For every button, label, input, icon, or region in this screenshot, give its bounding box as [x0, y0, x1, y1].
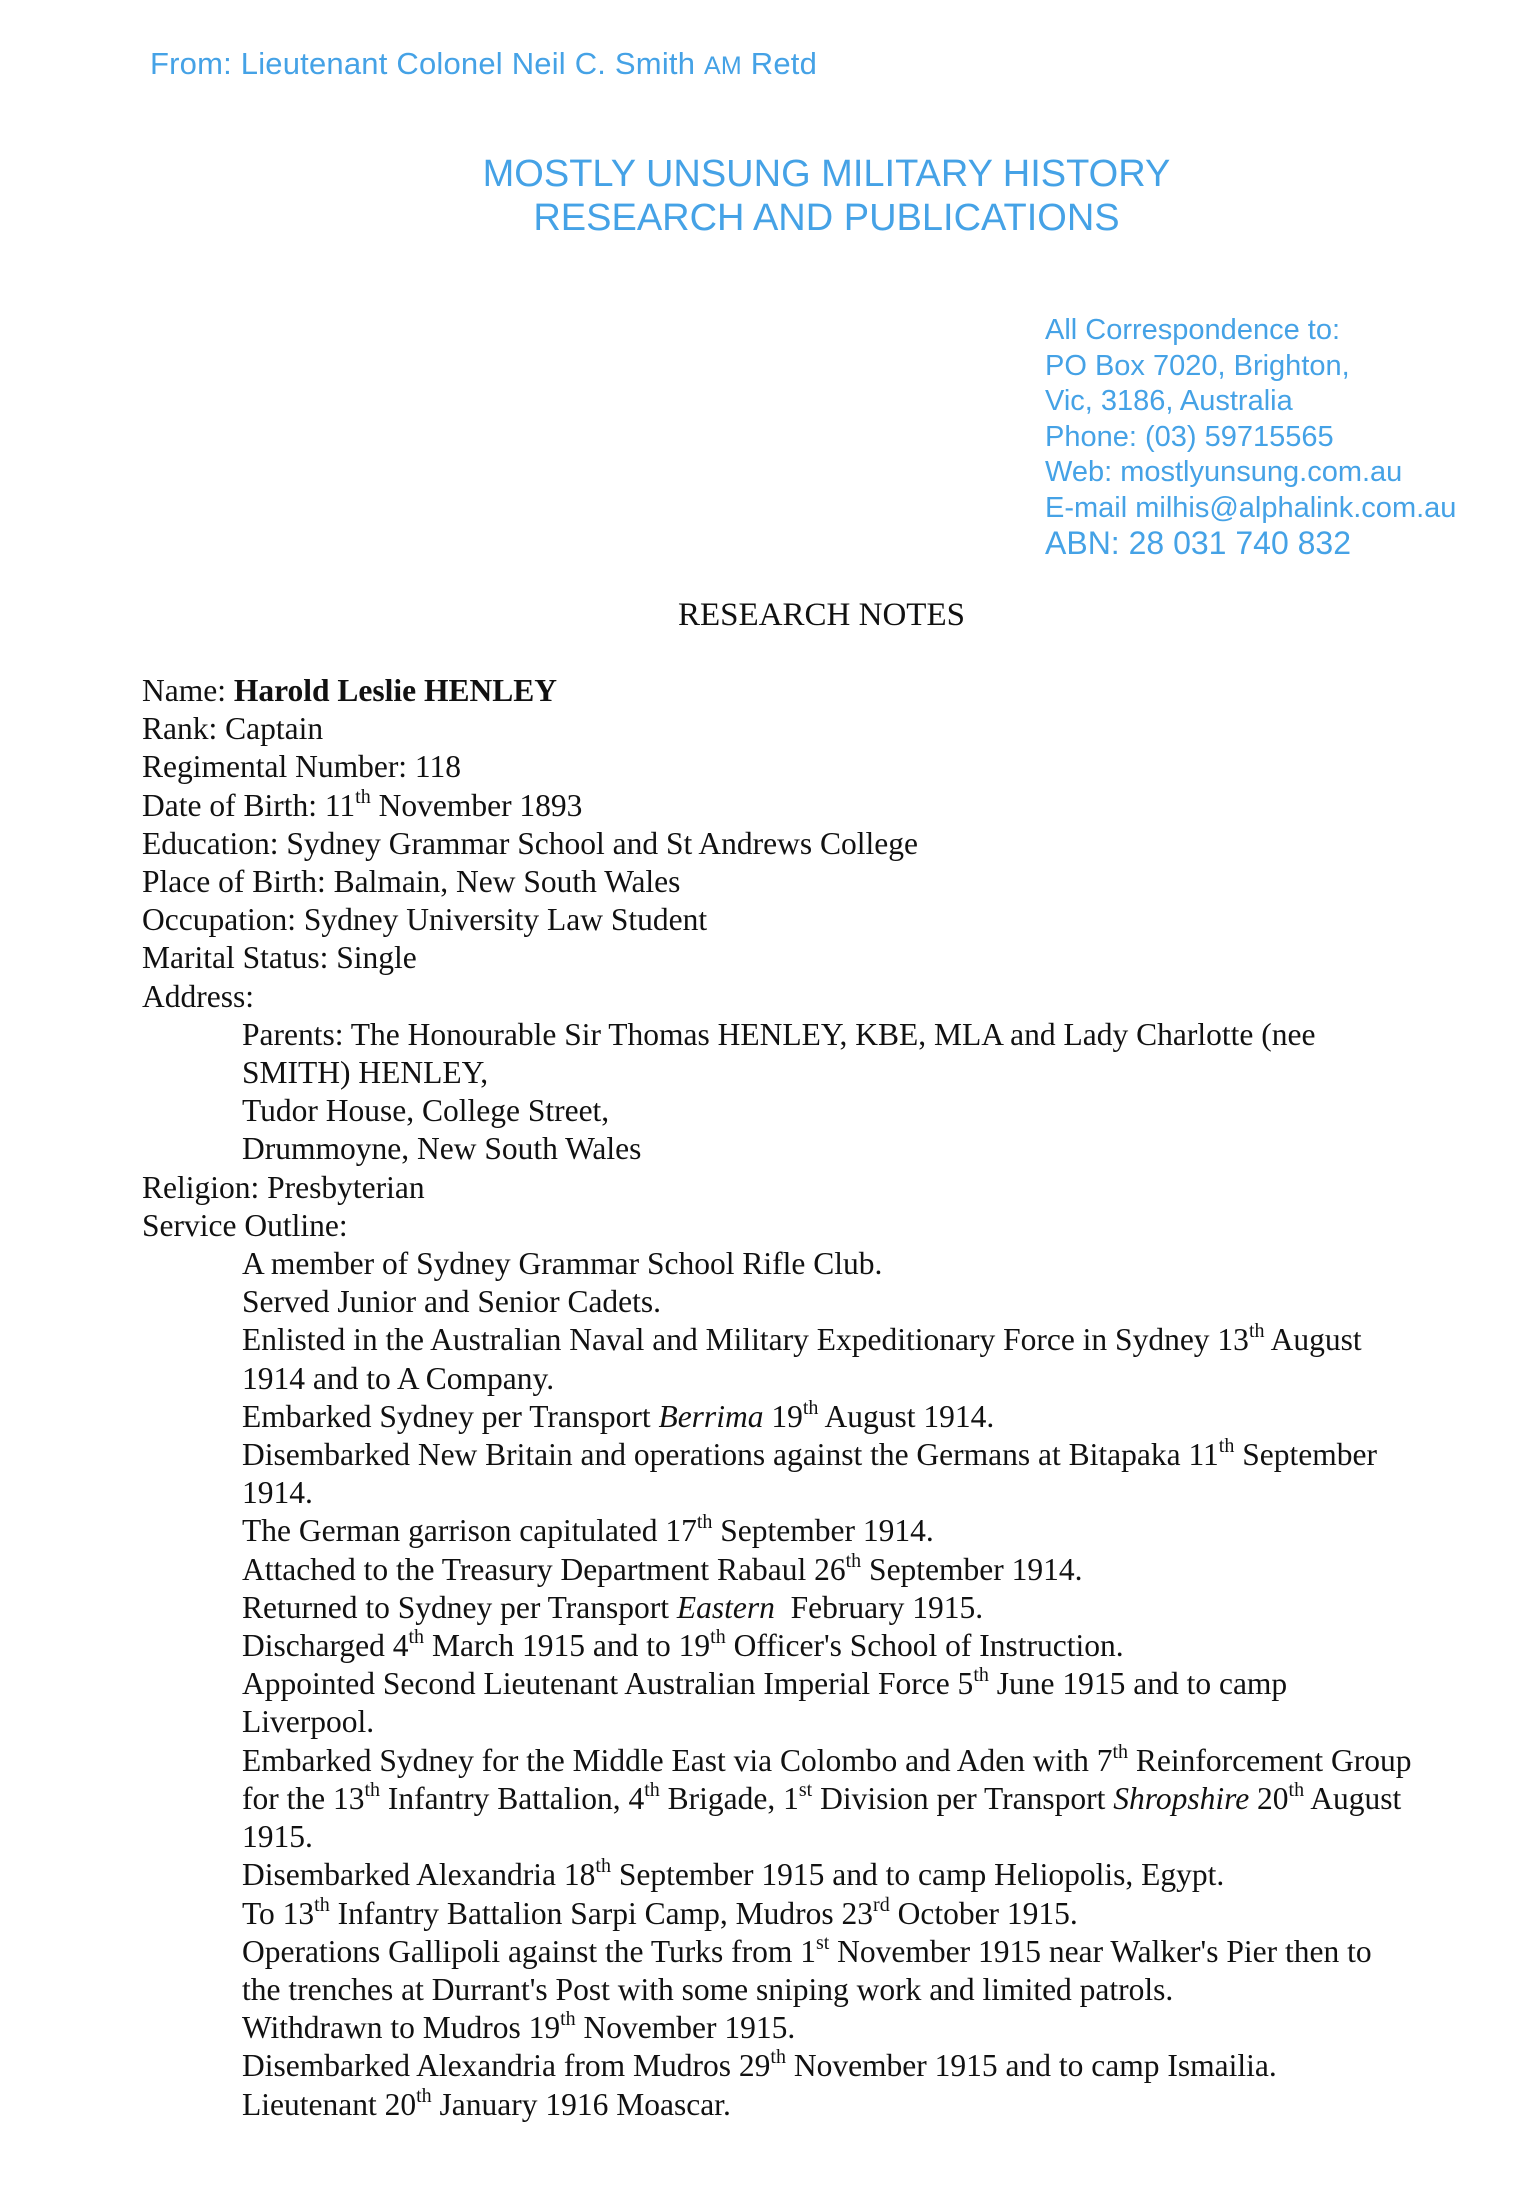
ordinal: th — [416, 2084, 432, 2107]
correspondence-block — [1045, 313, 1456, 562]
service-entry-embarked-shropshire-cont — [142, 1780, 1512, 1818]
ordinal: th — [770, 2046, 786, 2069]
ordinal: th — [1218, 1435, 1235, 1458]
service-entry-embarked-shropshire-year: 1915. — [242, 1819, 313, 1855]
service-entry-new-britain-cont: 1914. — [242, 1475, 313, 1511]
ship-name: Berrima — [658, 1398, 764, 1434]
dob-suffix: th — [355, 785, 371, 808]
address-parents-line1: Parents: The Honourable Sir Thomas HENLEY, KBE, MLA and Lady Charlotte (nee — [242, 1016, 1316, 1052]
ordinal: th — [802, 1396, 819, 1419]
organisation-title — [0, 152, 1513, 240]
ordinal: rd — [873, 1893, 890, 1916]
text: September 1915 and to camp Heliopolis, Egypt. — [610, 1857, 1225, 1893]
ordinal: th — [1248, 1320, 1265, 1343]
sender-name: From: Lieutenant Colonel Neil C. Smith — [150, 46, 696, 81]
service-entry-rifle-club: A member of Sydney Grammar School Rifle Club. — [242, 1246, 883, 1282]
text: Returned to Sydney per Transport — [242, 1589, 677, 1625]
text: November 1915 and to camp Ismailia. — [785, 2048, 1277, 2084]
marital-status-line: Marital Status: Single — [142, 940, 417, 976]
text: Infantry Battalion, 4 — [380, 1780, 645, 1816]
address-town-line: Drummoyne, New South Wales — [242, 1131, 642, 1167]
sender-honour: AM — [704, 52, 742, 80]
organisation-title-line2: RESEARCH AND PUBLICATIONS — [533, 197, 1120, 239]
service-entry-returned-eastern — [142, 1589, 1512, 1627]
service-entry-embarked-shropshire — [142, 1742, 1512, 1780]
ordinal: st — [798, 1778, 813, 1801]
text: Embarked Sydney for the Middle East via Colombo and Aden with 7 — [242, 1742, 1113, 1778]
ordinal: th — [560, 2008, 576, 2031]
ordinal: th — [364, 1778, 381, 1801]
address-label: Address: — [142, 978, 254, 1014]
occupation-line: Occupation: Sydney University Law Student — [142, 902, 708, 938]
phone-line: Phone: (03) 59715565 — [1045, 420, 1334, 453]
text: Reinforcement Group — [1128, 1742, 1412, 1778]
text: Enlisted in the Australian Naval and Military Expeditionary Force in Sydney 13 — [242, 1322, 1249, 1358]
text: September — [1234, 1437, 1377, 1473]
text: Operations Gallipoli against the Turks from 1 — [242, 1933, 816, 1969]
ordinal: th — [1112, 1740, 1129, 1763]
text: Disembarked Alexandria from Mudros 29 — [242, 2048, 771, 2084]
name-value: Harold Leslie HENLEY — [233, 673, 558, 708]
religion-line: Religion: Presbyterian — [142, 1169, 425, 1205]
service-entry-enlisted — [142, 1321, 1512, 1359]
email-line: E-mail milhis@alphalink.com.au — [1045, 491, 1457, 524]
text: To 13 — [242, 1895, 315, 1931]
text: January 1916 Moascar. — [431, 2086, 731, 2122]
service-entry-gallipoli — [142, 1933, 1512, 1971]
text: Embarked Sydney per Transport — [242, 1398, 659, 1434]
service-entry-discharged — [142, 1627, 1512, 1665]
ship-name: Eastern — [676, 1589, 775, 1625]
document-heading: RESEARCH NOTES — [678, 597, 965, 633]
text: The German garrison capitulated 17 — [242, 1513, 697, 1549]
text: October 1915. — [889, 1895, 1078, 1931]
text: August 1914. — [818, 1398, 995, 1434]
service-entry-ismailia — [142, 2047, 1512, 2085]
text: June 1915 and to camp — [988, 1666, 1288, 1702]
ordinal: th — [696, 1511, 713, 1534]
text: August — [1304, 1780, 1402, 1816]
ordinal: st — [815, 1931, 830, 1954]
text: September 1914. — [712, 1513, 934, 1549]
text: November 1915. — [575, 2010, 796, 2046]
ordinal: th — [710, 1626, 726, 1649]
text: August — [1264, 1322, 1362, 1358]
web-line: Web: mostlyunsung.com.au — [1045, 456, 1403, 488]
ordinal: th — [1288, 1778, 1305, 1801]
text: February 1915. — [774, 1589, 984, 1625]
ordinal: th — [845, 1549, 862, 1572]
address-street-line: Tudor House, College Street, — [242, 1093, 610, 1129]
date-of-birth-line — [142, 787, 1482, 825]
text: Disembarked New Britain and operations against the Germans at Bitapaka 11 — [242, 1437, 1219, 1473]
postal-address-line2: Vic, 3186, Australia — [1045, 385, 1293, 417]
research-notes-body — [142, 672, 1482, 2124]
text: Brigade, 1 — [659, 1780, 799, 1816]
service-outline-label: Service Outline: — [142, 1207, 348, 1243]
ordinal: th — [408, 1626, 425, 1649]
ordinal: th — [644, 1778, 660, 1801]
postal-address-line1: PO Box 7020, Brighton, — [1045, 349, 1350, 382]
service-entry-enlisted-cont: 1914 and to A Company. — [242, 1360, 555, 1396]
text: November 1915 near Walker's Pier then to — [829, 1933, 1372, 1969]
text: Officer's School of Instruction. — [725, 1628, 1124, 1664]
text: Infantry Battalion Sarpi Camp, Mudros 23 — [329, 1895, 874, 1931]
ship-name: Shropshire — [1113, 1780, 1250, 1816]
text: 20 — [1249, 1780, 1289, 1816]
organisation-title-line1: MOSTLY UNSUNG MILITARY HISTORY — [482, 153, 1171, 195]
regimental-number-line: Regimental Number: 118 — [142, 749, 462, 785]
education-line: Education: Sydney Grammar School and St Andrews College — [142, 825, 918, 861]
text: Lieutenant 20 — [242, 2086, 417, 2122]
sender-retd: Retd — [750, 46, 818, 81]
service-entry-withdrawn — [142, 2009, 1512, 2047]
text: March 1915 and to 19 — [424, 1628, 711, 1664]
service-entry-appointed — [142, 1665, 1512, 1703]
name-label: Name: — [142, 673, 234, 708]
ordinal: th — [973, 1664, 989, 1687]
name-line — [142, 672, 1482, 710]
ordinal: th — [314, 1893, 330, 1916]
place-of-birth-line: Place of Birth: Balmain, New South Wales — [142, 864, 681, 900]
service-entry-gallipoli-cont: the trenches at Durrant's Post with some sniping work and limited patrols. — [242, 1971, 1174, 2007]
text: 19 — [763, 1398, 803, 1434]
sender-line — [150, 46, 817, 82]
text: Discharged 4 — [242, 1628, 409, 1664]
abn-line: ABN: 28 031 740 832 — [1045, 525, 1352, 561]
text: Withdrawn to Mudros 19 — [242, 2010, 561, 2046]
service-entry-lieutenant — [142, 2086, 1512, 2124]
text: Disembarked Alexandria 18 — [242, 1857, 596, 1893]
text: Appointed Second Lieutenant Australian Imperial Force 5 — [242, 1666, 974, 1702]
service-entry-cadets: Served Junior and Senior Cadets. — [242, 1284, 662, 1320]
ordinal: th — [595, 1855, 611, 1878]
service-entry-appointed-cont: Liverpool. — [242, 1704, 375, 1740]
service-entry-new-britain — [142, 1436, 1512, 1474]
text: Attached to the Treasury Department Rabaul 26 — [242, 1551, 846, 1587]
service-entry-heliopolis — [142, 1856, 1512, 1894]
correspondence-heading: All Correspondence to: — [1045, 314, 1340, 346]
service-entry-treasury — [142, 1551, 1512, 1589]
service-entry-capitulated — [142, 1512, 1512, 1550]
service-entry-embarked-berrima — [142, 1398, 1512, 1436]
rank-line: Rank: Captain — [142, 711, 324, 747]
text: Division per Transport — [812, 1780, 1114, 1816]
dob-text-rest: November 1893 — [370, 787, 583, 823]
service-entry-sarpi-camp — [142, 1895, 1512, 1933]
dob-text: Date of Birth: 11 — [142, 787, 356, 823]
text: for the 13 — [242, 1780, 365, 1816]
text: September 1914. — [861, 1551, 1083, 1587]
address-parents-line2: SMITH) HENLEY, — [242, 1055, 489, 1091]
